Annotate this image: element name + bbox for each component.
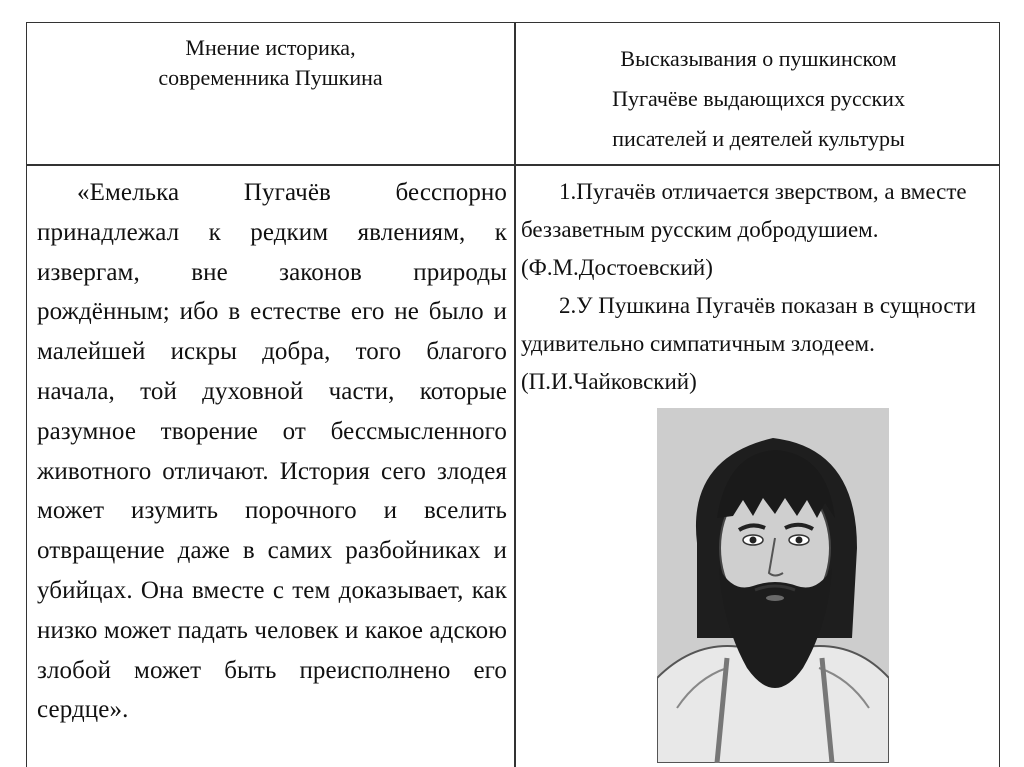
comparison-table — [26, 22, 1000, 767]
header-left — [27, 33, 514, 93]
quote-tchaikovsky: 2.У Пушкина Пугачёв показан в сущности удивительно симпатичным злодеем. (П.И.Чайковский) — [521, 293, 976, 394]
quote-dostoevsky: 1.Пугачёв отличается зверством, а вместе беззаветным русским добродушием. (Ф.М.Достоевский) — [521, 179, 967, 280]
header-right-line2: Пугачёве выдающихся русских — [612, 86, 905, 111]
pugachev-portrait — [657, 408, 889, 763]
historian-quote: «Емелька Пугачёв бесспорно принадлежал к редким явлениям, к извергам, вне законов природы рождённым; ибо в естестве его не было и малейшей искры добра, того благого начала, той духовной части, которые разумное творение от бессмысленного животного отличают. История сего злодея может изумить порочного и вселить отвращение даже в самих разбойниках и убийцах. Она вместе с тем доказывает, как низко может падать человек и какое адскою злобой может быть преисполнено его сердце». — [37, 179, 507, 724]
header-right — [516, 39, 1001, 159]
header-right-line1: Высказывания о пушкинском — [620, 46, 897, 71]
header-left-line2: современника Пушкина — [158, 65, 383, 90]
header-left-line1: Мнение историка, — [185, 35, 356, 60]
quotes-list — [521, 173, 987, 401]
header-divider — [27, 164, 999, 166]
header-right-line3: писателей и деятелей культуры — [612, 126, 905, 151]
